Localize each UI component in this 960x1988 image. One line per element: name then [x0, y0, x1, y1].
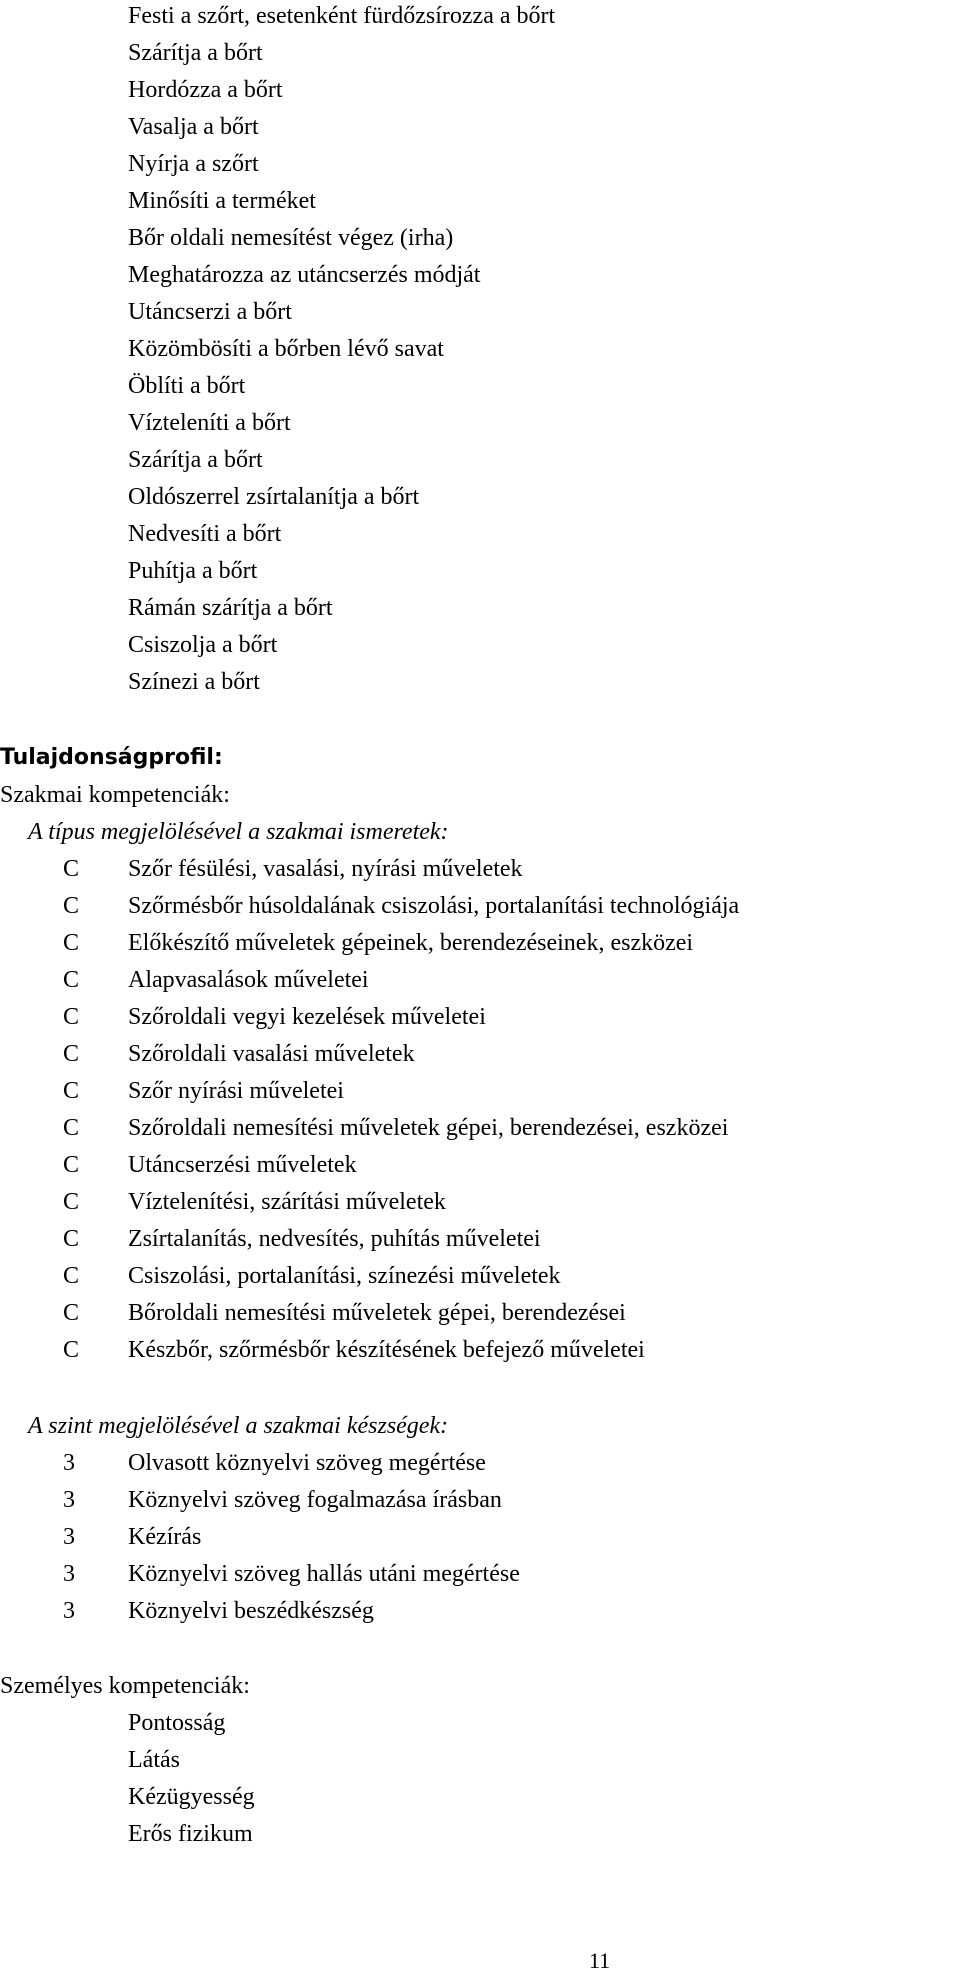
- skills-heading: A szint megjelölésével a szakmai készségek:: [28, 1413, 449, 1439]
- knowledge-text: Víztelenítési, szárítási műveletek: [128, 1189, 446, 1215]
- task-item: Vasalja a bőrt: [128, 114, 259, 140]
- task-item: Öblíti a bőrt: [128, 373, 246, 399]
- skill-level: 3: [63, 1524, 75, 1550]
- task-item: Szárítja a bőrt: [128, 40, 263, 66]
- task-item: Nedvesíti a bőrt: [128, 521, 282, 547]
- knowledge-text: Szőroldali vegyi kezelések műveletei: [128, 1004, 486, 1030]
- knowledge-type-code: C: [63, 1152, 80, 1178]
- personal-item: Erős fizikum: [128, 1821, 253, 1847]
- task-item: Nyírja a szőrt: [128, 151, 259, 177]
- profile-heading: Tulajdonságprofil:: [0, 745, 223, 770]
- task-item: Utáncserzi a bőrt: [128, 299, 292, 325]
- skill-level: 3: [63, 1487, 75, 1513]
- knowledge-text: Alapvasalások műveletei: [128, 967, 369, 993]
- personal-item: Pontosság: [128, 1710, 226, 1736]
- knowledge-text: Bőroldali nemesítési műveletek gépei, berendezései: [128, 1300, 626, 1326]
- knowledge-type-code: C: [63, 1263, 80, 1289]
- skill-text: Köznyelvi beszédkészség: [128, 1598, 374, 1624]
- knowledge-type-code: C: [63, 1337, 80, 1363]
- task-item: Minősíti a terméket: [128, 188, 316, 214]
- knowledge-text: Csiszolási, portalanítási, színezési műveletek: [128, 1263, 561, 1289]
- knowledge-type-code: C: [63, 856, 80, 882]
- knowledge-text: Utáncserzési műveletek: [128, 1152, 357, 1178]
- skill-text: Olvasott köznyelvi szöveg megértése: [128, 1450, 486, 1476]
- personal-competencies-label: Személyes kompetenciák:: [0, 1673, 250, 1699]
- task-item: Oldószerrel zsírtalanítja a bőrt: [128, 484, 420, 510]
- skill-text: Kézírás: [128, 1524, 202, 1550]
- knowledge-type-code: C: [63, 1189, 80, 1215]
- task-item: Festi a szőrt, esetenként fürdőzsírozza a bőrt: [128, 3, 556, 29]
- task-item: Puhítja a bőrt: [128, 558, 258, 584]
- task-item: Meghatározza az utáncserzés módját: [128, 262, 481, 288]
- task-item: Szárítja a bőrt: [128, 447, 263, 473]
- personal-item: Látás: [128, 1747, 180, 1773]
- skill-text: Köznyelvi szöveg hallás utáni megértése: [128, 1561, 520, 1587]
- knowledge-type-code: C: [63, 1300, 80, 1326]
- knowledge-text: Szőroldali vasalási műveletek: [128, 1041, 415, 1067]
- task-item: Színezi a bőrt: [128, 669, 260, 695]
- task-item: Bőr oldali nemesítést végez (irha): [128, 225, 454, 251]
- knowledge-type-code: C: [63, 1115, 80, 1141]
- knowledge-text: Szőr fésülési, vasalási, nyírási műveletek: [128, 856, 523, 882]
- personal-item: Kézügyesség: [128, 1784, 255, 1810]
- task-item: Közömbösíti a bőrben lévő savat: [128, 336, 444, 362]
- knowledge-text: Előkészítő műveletek gépeinek, berendezéseinek, eszközei: [128, 930, 694, 956]
- knowledge-text: Szőr nyírási műveletei: [128, 1078, 344, 1104]
- task-item: Csiszolja a bőrt: [128, 632, 278, 658]
- knowledge-type-code: C: [63, 893, 80, 919]
- knowledge-text: Szőrmésbőr húsoldalának csiszolási, portalanítási technológiája: [128, 893, 740, 919]
- knowledge-type-code: C: [63, 930, 80, 956]
- task-item: Vízteleníti a bőrt: [128, 410, 291, 436]
- skill-level: 3: [63, 1561, 75, 1587]
- professional-competencies-label: Szakmai kompetenciák:: [0, 782, 230, 808]
- skill-level: 3: [63, 1598, 75, 1624]
- knowledge-text: Készbőr, szőrmésbőr készítésének befejező műveletei: [128, 1337, 645, 1363]
- knowledge-type-code: C: [63, 1041, 80, 1067]
- skill-text: Köznyelvi szöveg fogalmazása írásban: [128, 1487, 502, 1513]
- knowledge-type-code: C: [63, 1004, 80, 1030]
- page-number: 11: [589, 1948, 611, 1973]
- knowledge-type-code: C: [63, 1226, 80, 1252]
- task-item: Hordózza a bőrt: [128, 77, 283, 103]
- knowledge-type-code: C: [63, 1078, 80, 1104]
- skill-level: 3: [63, 1450, 75, 1476]
- knowledge-text: Zsírtalanítás, nedvesítés, puhítás műveletei: [128, 1226, 541, 1252]
- task-item: Rámán szárítja a bőrt: [128, 595, 333, 621]
- knowledge-text: Szőroldali nemesítési műveletek gépei, berendezései, eszközei: [128, 1115, 729, 1141]
- knowledge-type-code: C: [63, 967, 80, 993]
- knowledge-heading: A típus megjelölésével a szakmai ismeretek:: [28, 819, 449, 845]
